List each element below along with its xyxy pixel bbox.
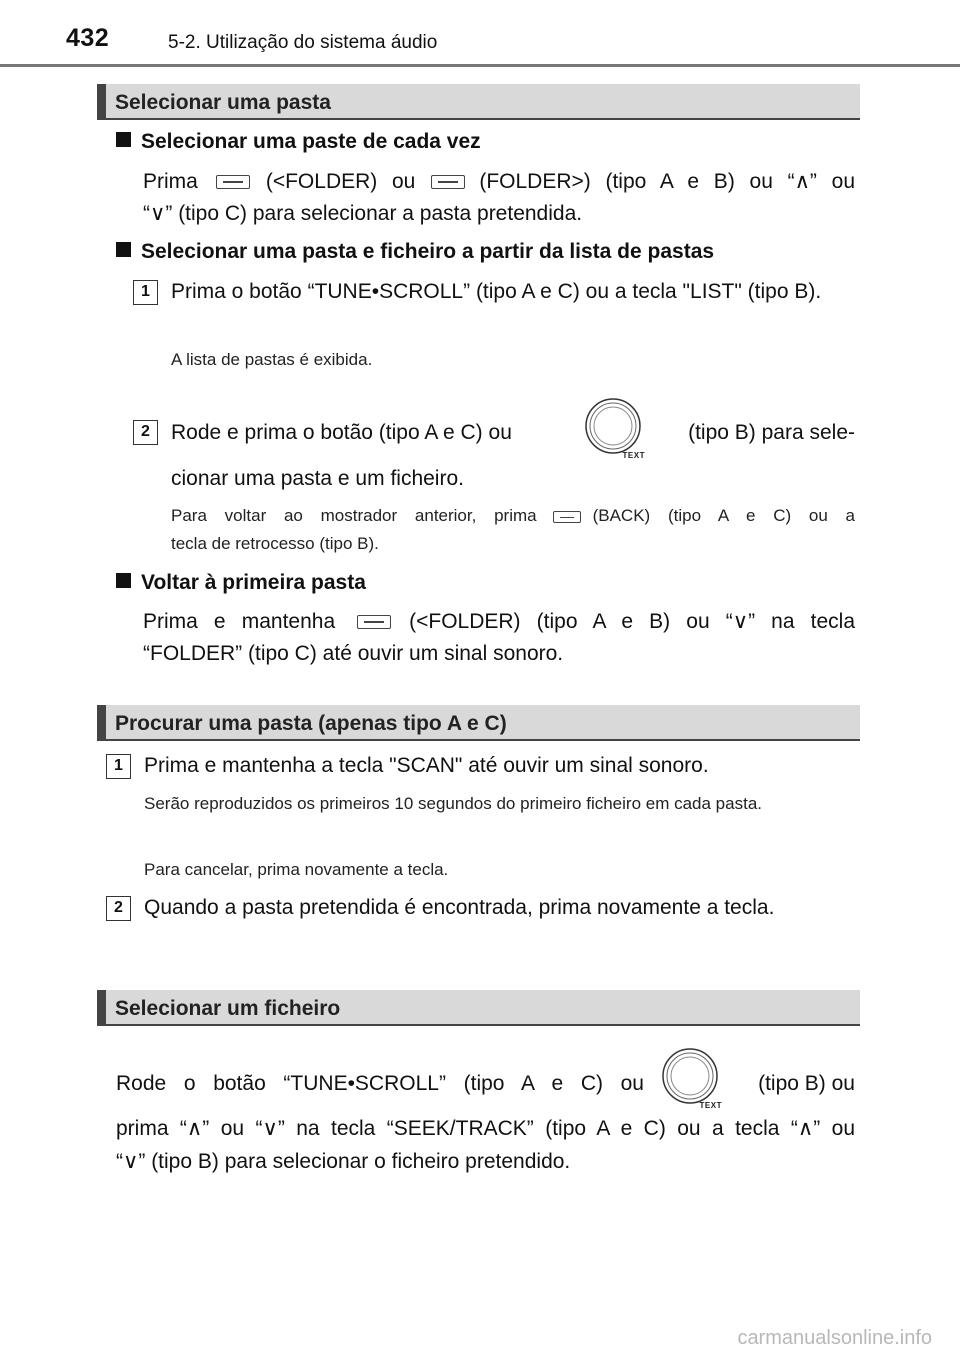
square-bullet-icon bbox=[116, 242, 131, 257]
square-bullet-icon bbox=[116, 573, 131, 588]
step-note bbox=[171, 502, 855, 530]
step-note: Serão reproduzidos os primeiros 10 segundos do primeiro ficheiro em cada pasta. bbox=[144, 794, 762, 813]
step-text-part: Rode e prima o botão (tipo A e C) ou bbox=[171, 421, 512, 444]
step-text-part: (tipo B) para sele- bbox=[688, 421, 855, 444]
bullet-heading-primeira-pasta bbox=[116, 569, 366, 597]
step-note: A lista de pastas é exibida. bbox=[171, 350, 373, 369]
watermark: carmanualsonline.info bbox=[737, 1327, 932, 1349]
knob-label: TEXT bbox=[622, 451, 645, 460]
paragraph-line: prima “∧” ou “∨” na tecla “SEEK/TRACK” (tipo A e C) ou a tecla “∧” ou bbox=[116, 1117, 855, 1140]
step-note: Para cancelar, prima novamente a tecla. bbox=[144, 860, 449, 879]
step-number-badge: 1 bbox=[106, 754, 131, 779]
step-number-badge: 1 bbox=[133, 280, 158, 305]
step-number-badge: 2 bbox=[106, 896, 131, 921]
breadcrumb: 5-2. Utilização do sistema áudio bbox=[168, 32, 438, 53]
text-fragment: Prima e mantenha bbox=[143, 610, 336, 633]
bullet-heading-text: Selecionar uma pasta e ficheiro a partir da lista de pastas bbox=[141, 240, 715, 263]
text-fragment: (BACK) (tipo A e C) ou a bbox=[592, 506, 855, 525]
bullet-heading-lista-pastas bbox=[116, 238, 714, 266]
step-text: Quando a pasta pretendida é encontrada, prima novamente a tecla. bbox=[144, 896, 775, 919]
text-fragment: (<FOLDER) (tipo A e B) ou “∨” na tecla bbox=[409, 610, 855, 633]
section-marker bbox=[97, 705, 106, 739]
knob-label: TEXT bbox=[699, 1101, 722, 1110]
paragraph-line-part: (tipo B) ou bbox=[758, 1072, 855, 1095]
text-fragment: Para voltar ao mostrador anterior, prima bbox=[171, 506, 537, 525]
section-header-procurar-pasta bbox=[97, 705, 860, 741]
folder-up-button-icon bbox=[431, 175, 465, 189]
text-fragment: (FOLDER>) (tipo A e B) ou “∧” ou bbox=[479, 170, 855, 193]
text-fragment: (<FOLDER) ou bbox=[265, 170, 416, 193]
bullet-heading-text: Voltar à primeira pasta bbox=[141, 571, 366, 594]
step-text: Prima e mantenha a tecla "SCAN" até ouvir um sinal sonoro. bbox=[144, 754, 709, 777]
section-marker bbox=[97, 84, 106, 118]
section-marker bbox=[97, 990, 106, 1024]
folder-down-button-icon bbox=[357, 615, 391, 629]
step-note: tecla de retrocesso (tipo B). bbox=[171, 534, 379, 553]
folder-down-button-icon bbox=[216, 175, 250, 189]
paragraph-line: “FOLDER” (tipo C) até ouvir um sinal sonoro. bbox=[143, 642, 564, 665]
bullet-heading-text: Selecionar uma paste de cada vez bbox=[141, 130, 481, 153]
step-number-badge: 2 bbox=[133, 420, 158, 445]
section-header-selecionar-ficheiro bbox=[97, 990, 860, 1026]
tune-knob-icon bbox=[583, 396, 645, 460]
square-bullet-icon bbox=[116, 132, 131, 147]
back-button-icon bbox=[553, 511, 581, 523]
paragraph-line: “∨” (tipo B) para selecionar o ficheiro pretendido. bbox=[116, 1150, 571, 1173]
page-number: 432 bbox=[66, 24, 110, 52]
section-header-selecionar-pasta bbox=[97, 84, 860, 120]
paragraph-line bbox=[143, 606, 855, 638]
section-title: Selecionar um ficheiro bbox=[115, 997, 341, 1020]
paragraph-line-part: Rode o botão “TUNE•SCROLL” (tipo A e C) ou bbox=[116, 1072, 644, 1095]
step-text: cionar uma pasta e um ficheiro. bbox=[171, 467, 464, 490]
section-title: Selecionar uma pasta bbox=[115, 91, 331, 114]
text-fragment: Prima bbox=[143, 170, 198, 193]
paragraph-line: “∨” (tipo C) para selecionar a pasta pretendida. bbox=[143, 202, 583, 225]
section-title: Procurar uma pasta (apenas tipo A e C) bbox=[115, 712, 507, 735]
bullet-heading-uma-de-cada-vez bbox=[116, 128, 481, 156]
header-divider bbox=[0, 64, 960, 67]
paragraph-line bbox=[143, 166, 855, 198]
step-text: Prima o botão “TUNE•SCROLL” (tipo A e C) ou a tecla "LIST" (tipo B). bbox=[171, 280, 822, 303]
tune-knob-icon bbox=[660, 1046, 722, 1110]
